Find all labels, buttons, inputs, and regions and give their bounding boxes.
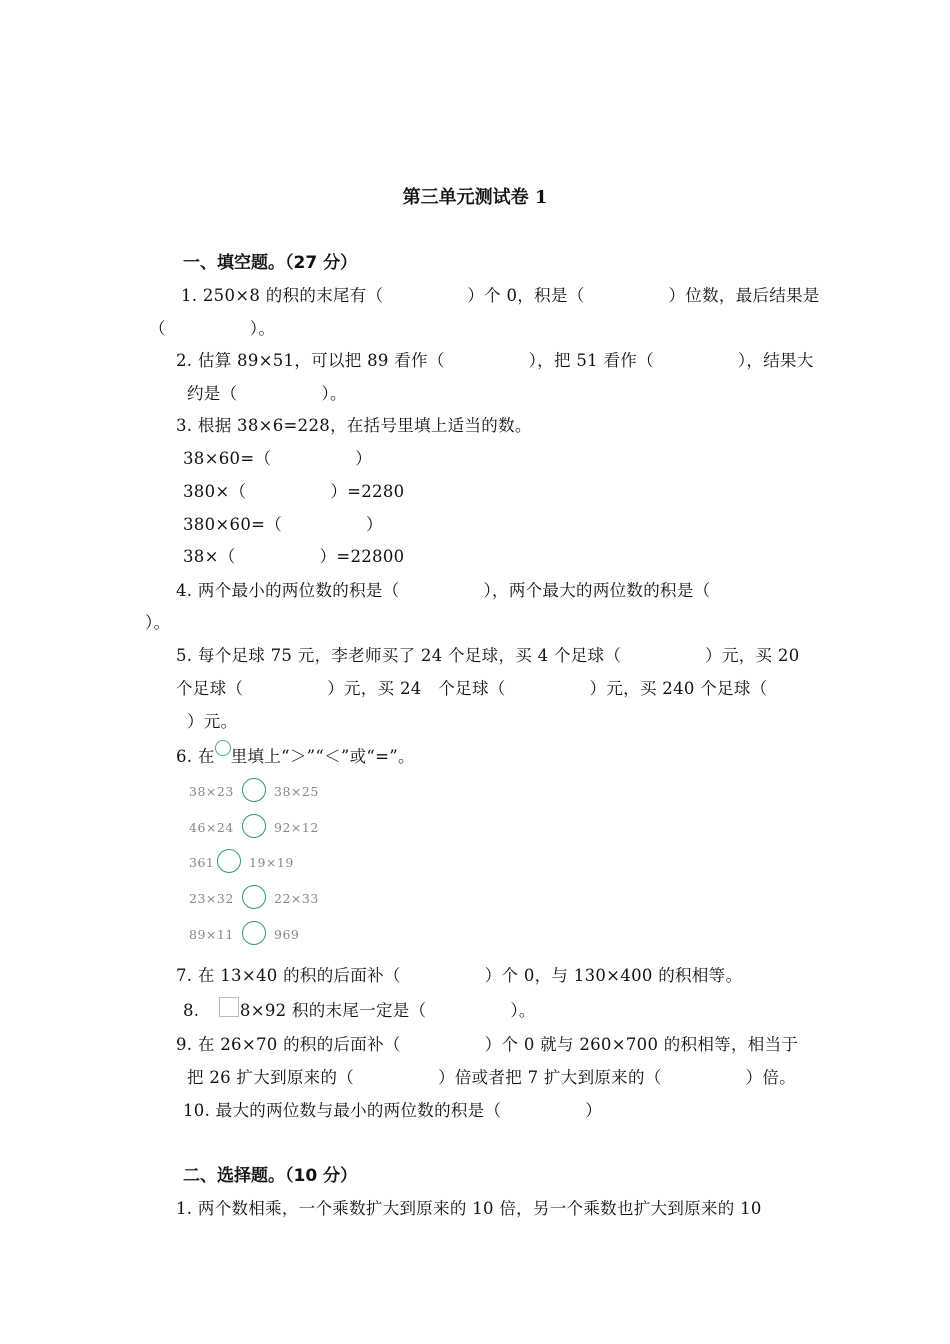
q6-row5-left: 89×11 [189,927,234,942]
q6-instruction [176,743,415,767]
q6-row4-right: 22×33 [274,891,319,906]
q1-line2: （ ）。 [149,319,276,338]
q7: 7. 在 13×40 的积的后面补（ ）个 0，与 130×400 的积相等。 [176,966,743,985]
q1-line1: 1. 250×8 的积的末尾有（ ）个 0，积是（ ）位数，最后结果是 [181,286,820,305]
q9-line2: 把 26 扩大到原来的（ ）倍或者把 7 扩大到原来的（ ）倍。 [187,1068,796,1087]
q5-line3: ）元。 [187,712,238,731]
q8 [183,997,536,1021]
q3-c: 380×60=（ ） [183,515,383,534]
q6-row4-left: 23×32 [189,891,234,906]
q4-line2: ）。 [145,613,171,632]
q2-line2: 约是（ ）。 [187,384,347,403]
q6-row1-right: 38×25 [274,784,319,799]
q2-line1: 2. 估算 89×51，可以把 89 看作（ ），把 51 看作（ ），结果大 [176,351,814,370]
section-heading-choice: 二、选择题。（10 分） [183,1166,358,1186]
q3-a: 38×60=（ ） [183,449,373,468]
q8-text: 8×92 积的末尾一定是（ ）。 [239,1001,536,1020]
q3-line1: 3. 根据 38×6=228，在括号里填上适当的数。 [176,416,532,435]
blank-box[interactable] [219,997,239,1017]
q6-row2-right: 92×12 [274,820,319,835]
section-heading-fill-blank: 一、填空题。（27 分） [183,253,358,273]
q6-row2-circle[interactable] [242,814,266,838]
q6-row3-left: 361 [189,855,215,870]
q6-row3-circle[interactable] [217,849,241,873]
circle-icon [215,740,231,756]
q3-b: 380×（ ）=2280 [183,482,405,501]
q6-row3-right: 19×19 [249,855,294,870]
q6-row5-circle[interactable] [242,921,266,945]
q6-row5-right: 969 [274,927,300,942]
q3-d: 38×（ ）=22800 [183,547,405,566]
q6-row1-left: 38×23 [189,784,234,799]
q5-line1: 5. 每个足球 75 元，李老师买了 24 个足球，买 4 个足球（ ）元，买 20 [176,646,800,665]
choice-q1-line1: 1. 两个数相乘，一个乘数扩大到原来的 10 倍，另一个乘数也扩大到原来的 10 [176,1199,762,1218]
page-title: 第三单元测试卷 1 [402,187,548,208]
q10: 10. 最大的两位数与最小的两位数的积是（ ） [183,1101,603,1120]
q6-suffix: 里填上“＞”“＜”或“=”。 [230,747,415,766]
q9-line1: 9. 在 26×70 的积的后面补（ ）个 0 就与 260×700 的积相等，相当于 [176,1035,799,1054]
q5-line2: 个足球（ ）元，买 24 个足球（ ）元，买 240 个足球（ [176,679,768,698]
q4-line1: 4. 两个最小的两位数的积是（ ），两个最大的两位数的积是（ [176,581,711,600]
q6-row4-circle[interactable] [242,885,266,909]
q6-prefix: 6. 在 [176,747,215,766]
q6-row2-left: 46×24 [189,820,234,835]
q6-row1-circle[interactable] [242,778,266,802]
q8-prefix: 8. [183,1001,200,1020]
